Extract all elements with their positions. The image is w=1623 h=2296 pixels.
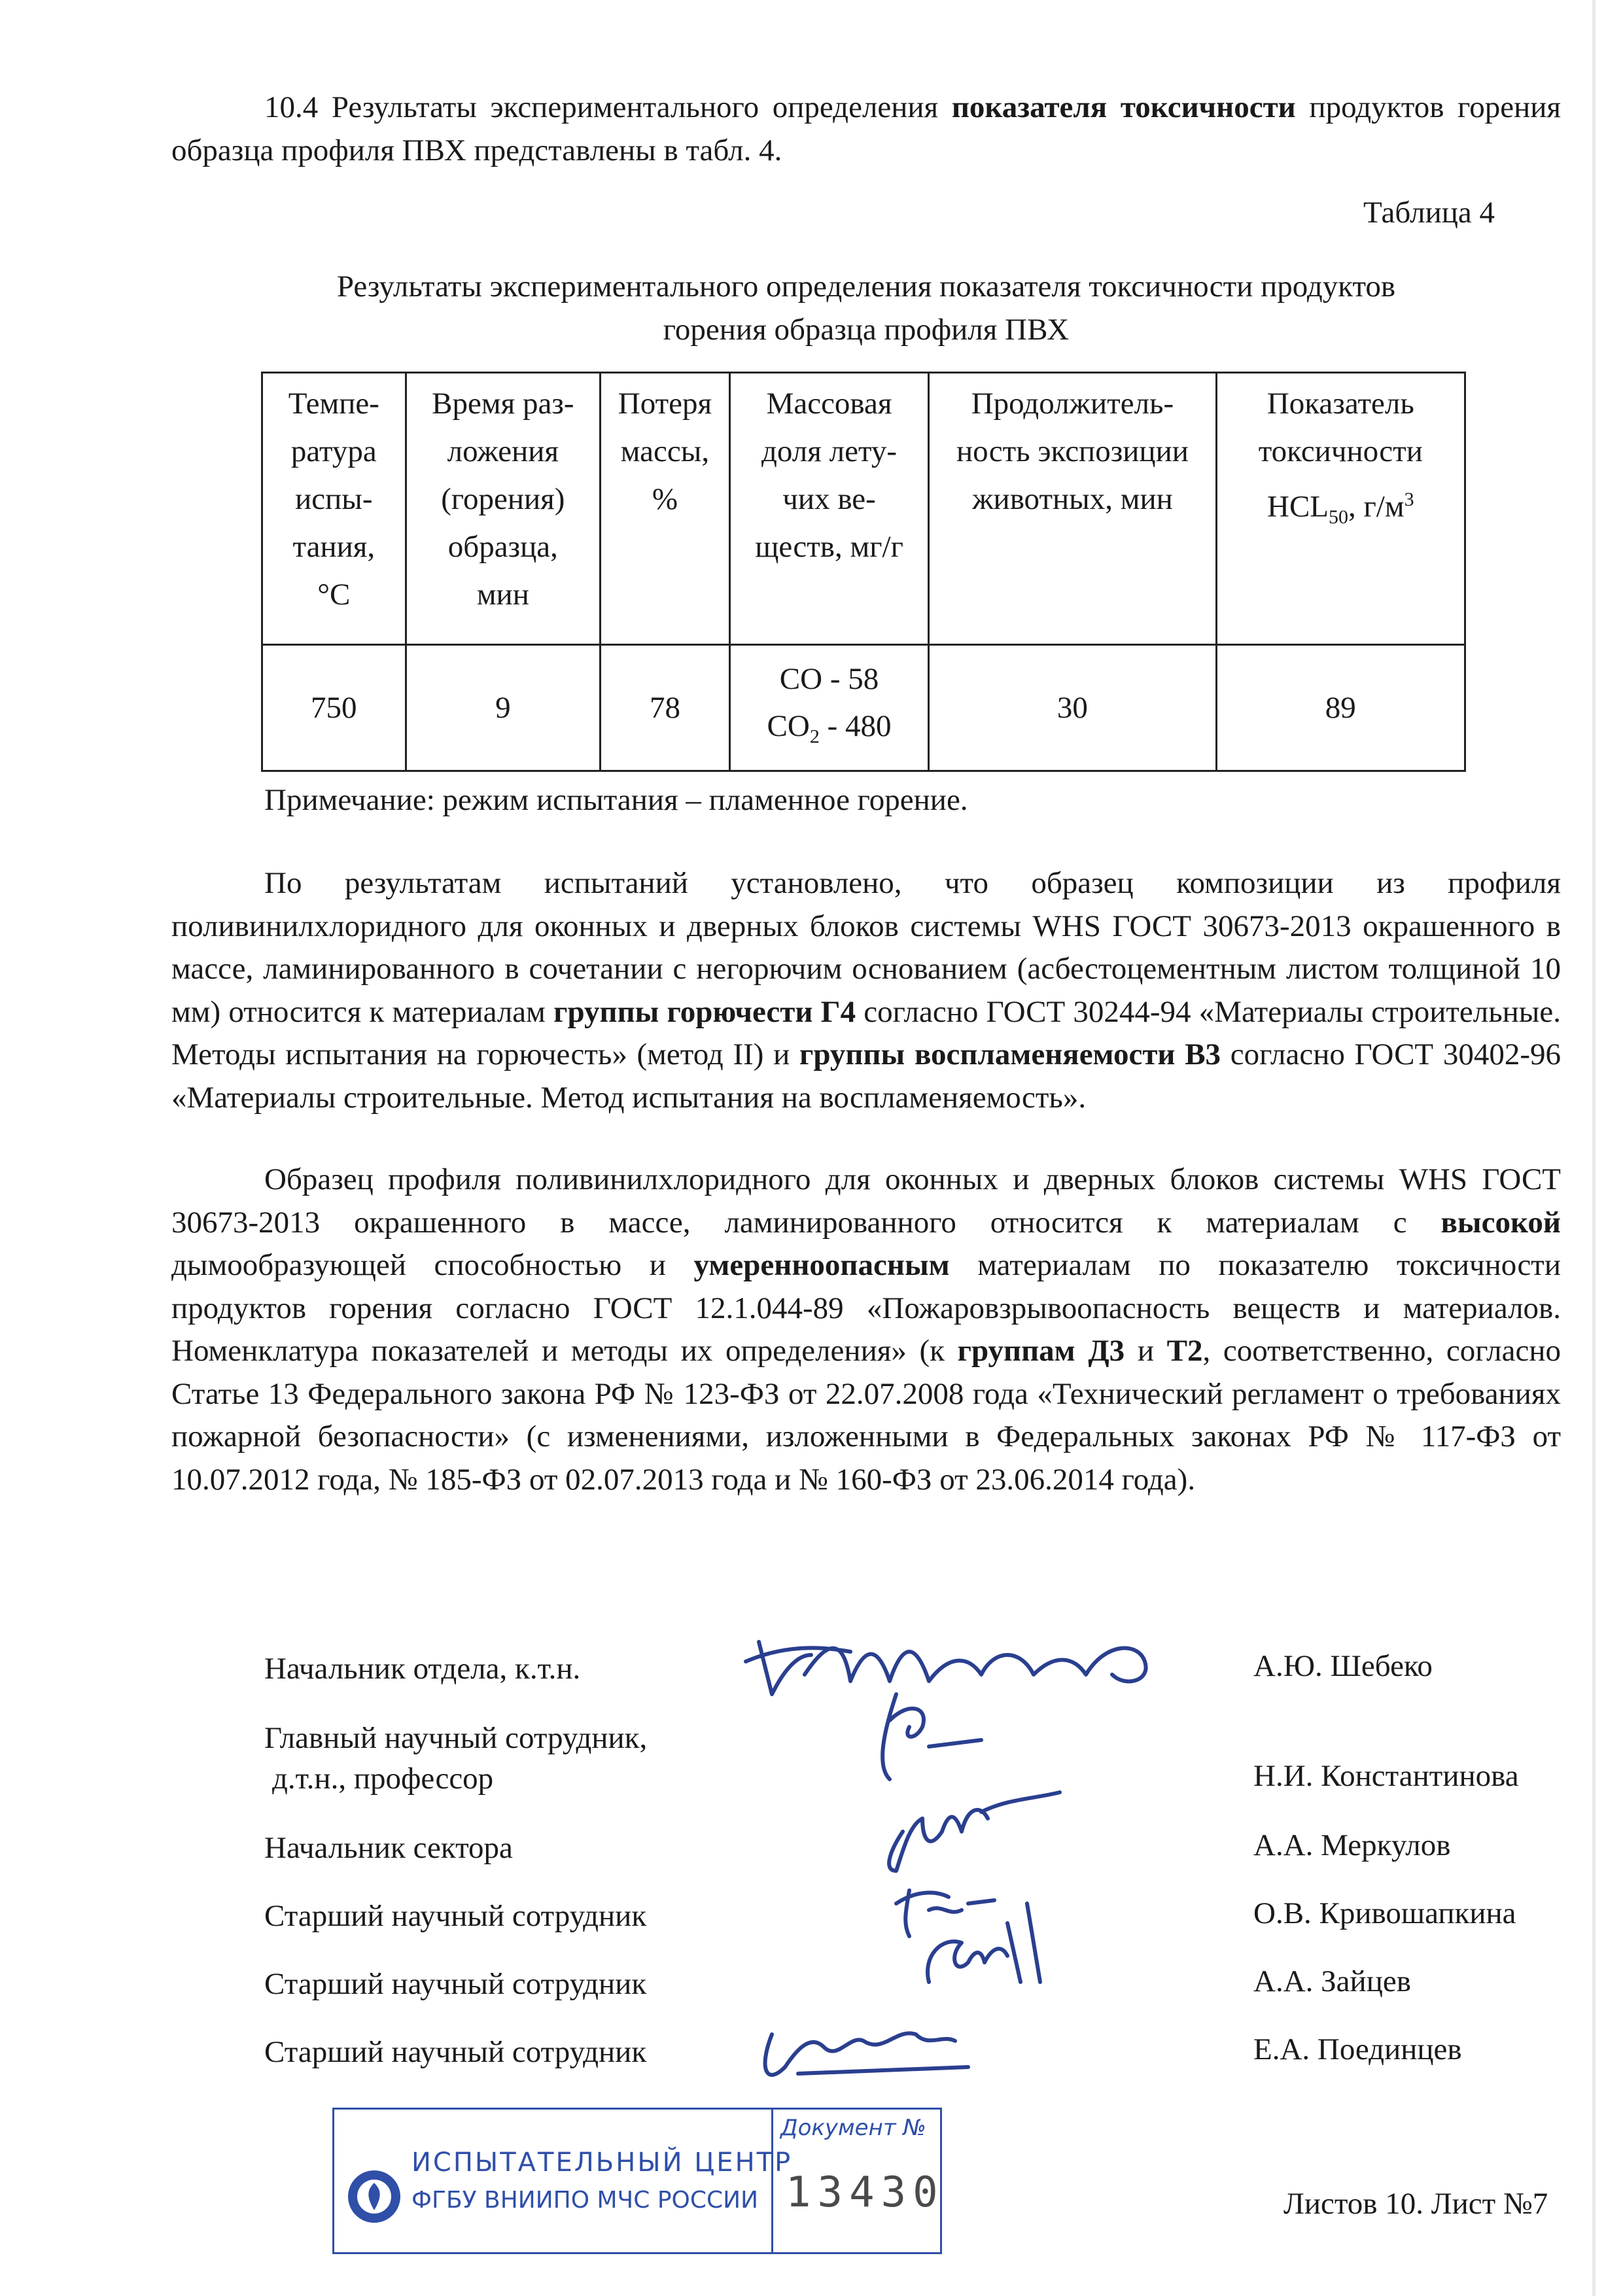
- signatory-role: Старший научный сотрудник: [264, 1899, 647, 1933]
- signature-krivoshapkina: [896, 1890, 994, 1936]
- signatory-name: А.Ю. Шебеко: [1253, 1649, 1433, 1683]
- test-center-stamp: [332, 2108, 945, 2254]
- signatory-name: Е.А. Поединцев: [1253, 2032, 1462, 2066]
- signatory-role: Старший научный сотрудник: [264, 2035, 647, 2069]
- table-label: Таблица 4: [1363, 196, 1495, 230]
- cell-decomposition-time: 9: [406, 645, 600, 771]
- stamp-org-line-1: ИСПЫТАТЕЛЬНЫЙ ЦЕНТР: [411, 2148, 793, 2178]
- section-10-4-paragraph: [171, 86, 1561, 172]
- stamp-divider: [771, 2110, 773, 2252]
- cell-volatile-fraction: CO - 58 $CO_2 - 480$: [729, 645, 928, 771]
- header-exposure-duration: Продолжитель- ность экспозиции животных, мин: [929, 373, 1216, 645]
- header-decomposition-time: Время раз- ложения (горения) образца, мин: [406, 373, 600, 645]
- signature-merkulov: [889, 1792, 1060, 1871]
- signatory-name: О.В. Кривошапкина: [1253, 1896, 1516, 1930]
- cell-temperature: 750: [262, 645, 406, 771]
- signatory-name: А.А. Зайцев: [1253, 1964, 1411, 1998]
- fire-institute-logo-icon: [345, 2167, 404, 2226]
- text-run: 10.4 Результаты экспериментального определения: [264, 90, 952, 124]
- stamp-document-label: Документ №: [780, 2115, 926, 2141]
- signature-zaitsev: [928, 1904, 1040, 1982]
- table-note: Примечание: режим испытания – пламенное горение.: [264, 783, 968, 817]
- table-header-row: [262, 373, 1465, 645]
- header-volatile-fraction: Массовая доля лету- чих ве- ществ, мг/г: [729, 373, 928, 645]
- conclusion-paragraph-1: По результатам испытаний установлено, что образец композиции из профиля поливинилхлоридного для оконных и дверных блоков системы WHS ГОСТ 30673-2013 окрашенного в массе, ламинированного в сочетании с негорючим основанием (асбестоцементным листом толщиной 10 мм) относится к материалам группы горючести Г4 согласно ГОСТ 30244-94 «Материалы строительные. Методы испытания на горючесть» (метод II) и группы воспламеняемости В3 согласно ГОСТ 30402-96 «Материалы строительные. Метод испытания на воспламеняемость».: [171, 866, 1561, 1115]
- bold-run: показателя токсичности: [951, 90, 1296, 124]
- header-temperature: Темпе- ратура испы- тания, °С: [262, 373, 406, 645]
- table-caption: [171, 265, 1561, 351]
- signatory-name: Н.И. Константинова: [1253, 1759, 1519, 1793]
- page-counter: Листов 10. Лист №7: [1283, 2187, 1548, 2221]
- handwritten-signatures: [733, 1616, 1230, 2113]
- caption-line: Результаты экспериментального определения показателя токсичности продуктов: [336, 270, 1396, 304]
- cell-exposure-duration: 30: [929, 645, 1216, 771]
- conclusion-paragraph-2: Образец профиля поливинилхлоридного для оконных и дверных блоков системы WHS ГОСТ 30673-2013 окрашенного в массе, ламинированного относится к материалам с высокой дымообразующей способностью и умеренноопасным материалам по показателю токсичности продуктов горения согласно ГОСТ 12.1.044-89 «Пожаровзрывоопасность веществ и материалов. Номенклатура показателей и методы их определения» (к группам Д3 и Т2, соответственно, согласно Статье 13 Федерального закона РФ № 123-ФЗ от 22.07.2008 года «Технический регламент о требованиях пожарной безопасности» (с изменениями, изложенными в Федеральных законах РФ № 117-ФЗ от 10.07.2012 года, № 185-ФЗ от 02.07.2013 года и № 160-ФЗ от 23.06.2014 года).: [171, 1162, 1562, 1497]
- signatory-role: Главный научный сотрудник, д.т.н., профессор: [264, 1721, 648, 1796]
- signatory-name: А.А. Меркулов: [1253, 1828, 1451, 1862]
- text-run: продуктов горения образца профиля ПВХ представлены в табл. 4.: [171, 90, 1561, 167]
- stamp-document-number: 13430: [786, 2168, 945, 2217]
- signature-konstantinova: [882, 1694, 981, 1779]
- signature-shebeko: [746, 1642, 1146, 1694]
- signatory-role: Начальник сектора: [264, 1831, 513, 1865]
- caption-line: горения образца профиля ПВХ: [663, 313, 1070, 347]
- cell-toxicity-index: 89: [1216, 645, 1465, 771]
- header-mass-loss: Потеря массы, %: [601, 373, 730, 645]
- stamp-org-line-2: ФГБУ ВНИИПО МЧС РОССИИ: [411, 2187, 758, 2214]
- results-table: [261, 372, 1466, 772]
- cell-mass-loss: 78: [601, 645, 730, 771]
- table-row: [262, 645, 1465, 771]
- signatory-role: Начальник отдела, к.т.н.: [264, 1652, 581, 1686]
- scan-edge: [1592, 0, 1596, 2296]
- header-toxicity-index: Показатель токсичности $HCL_{50}$, $г/м^3$: [1216, 373, 1465, 645]
- signature-poedintsev: [765, 2033, 968, 2075]
- signatory-role: Старший научный сотрудник: [264, 1967, 647, 2001]
